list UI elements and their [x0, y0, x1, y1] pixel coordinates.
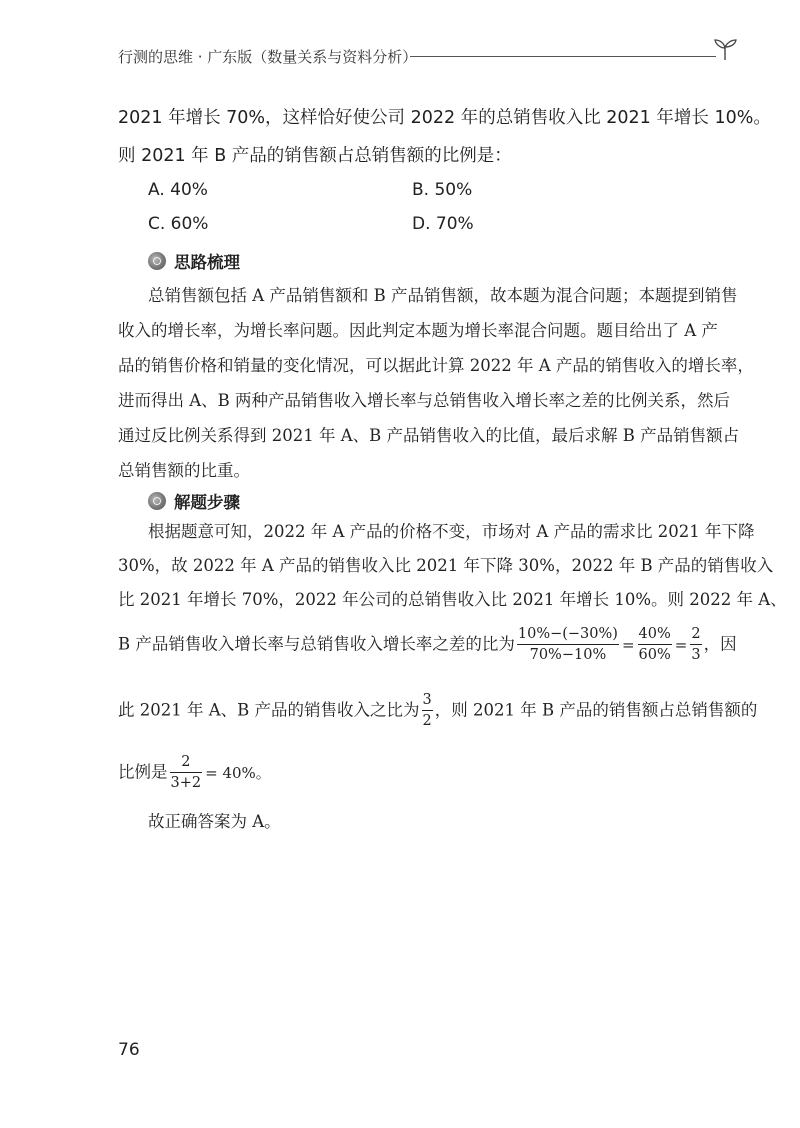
- steps-line-1: 根据题意可知，2022 年 A 产品的价格不变，市场对 A 产品的需求比 2021 年下降: [148, 522, 755, 541]
- fraction: $\frac{40\%}{60\%}$: [638, 626, 671, 663]
- analysis-line-1: 总销售额包括 A 产品销售额和 B 产品销售额，故本题为混合问题；本题提到销售: [148, 286, 738, 305]
- result-line: 比例是 $\frac{2}{3+2}$ = 40%。: [118, 754, 271, 791]
- analysis-line-5: 通过反比例关系得到 2021 年 A、B 产品销售收入的比值，最后求解 B 产品销售额占: [118, 426, 740, 445]
- option-a: A. 40%: [148, 180, 208, 200]
- question-line-2: 则 2021 年 B 产品的销售额占总销售额的比例是：: [118, 146, 512, 166]
- share-line: 此 2021 年 A、B 产品的销售收入之比为 $\frac{3}{2}$ ，则 2021 年 B 产品的销售额占总销售额的: [118, 692, 758, 729]
- steps-line-2: 30%，故 2022 年 A 产品的销售收入比 2021 年下降 30%，2022 年 B 产品的销售收入: [118, 556, 774, 575]
- fraction: $\frac{2}{3+2}$: [170, 754, 202, 791]
- option-d: D. 70%: [412, 214, 474, 234]
- section-heading-analysis: [148, 249, 240, 273]
- analysis-line-4: 进而得出 A、B 两种产品销售收入增长率与总销售收入增长率之差的比例关系，然后: [118, 391, 731, 410]
- running-header: [118, 44, 738, 80]
- section-bullet-icon: [148, 492, 166, 510]
- page-number: 76: [118, 1040, 140, 1060]
- sprout-icon: [712, 36, 738, 62]
- option-c: C. 60%: [148, 214, 209, 234]
- section-bullet-icon: [148, 252, 166, 270]
- section-heading-steps: [148, 489, 240, 513]
- section-title: 思路梳理: [174, 253, 240, 272]
- ratio-line: B 产品销售收入增长率与总销售收入增长率之差的比为 $\frac{10\%-(-30\%)}{70\%-10\%}$ = $\frac{40\%}{60\%}$ = $\frac{2}{3}$ ，因: [118, 626, 737, 663]
- fraction: $\frac{2}{3}$: [691, 626, 701, 663]
- steps-line-3: 比 2021 年增长 70%，2022 年公司的总销售收入比 2021 年增长 10%。则 2022 年 A、: [118, 590, 787, 609]
- fraction: $\frac{3}{2}$: [422, 692, 432, 729]
- section-title: 解题步骤: [174, 493, 240, 512]
- analysis-line-3: 品的销售价格和销量的变化情况，可以据此计算 2022 年 A 产品的销售收入的增长率，: [118, 356, 754, 375]
- fraction: $\frac{10\%-(-30\%)}{70\%-10\%}$: [517, 626, 618, 663]
- question-line-1: 2021 年增长 70%，这样恰好使公司 2022 年的总销售收入比 2021 年增长 10%。: [118, 108, 771, 128]
- answer-line: 故正确答案为 A。: [148, 812, 281, 831]
- analysis-line-2: 收入的增长率，为增长率问题。因此判定本题为增长率混合问题。题目给出了 A 产: [118, 321, 718, 340]
- option-b: B. 50%: [412, 180, 473, 200]
- header-title: 行测的思维 · 广东版（数量关系与资料分析）: [118, 48, 418, 66]
- analysis-line-6: 总销售额的比重。: [118, 461, 250, 480]
- header-rule: [410, 56, 716, 57]
